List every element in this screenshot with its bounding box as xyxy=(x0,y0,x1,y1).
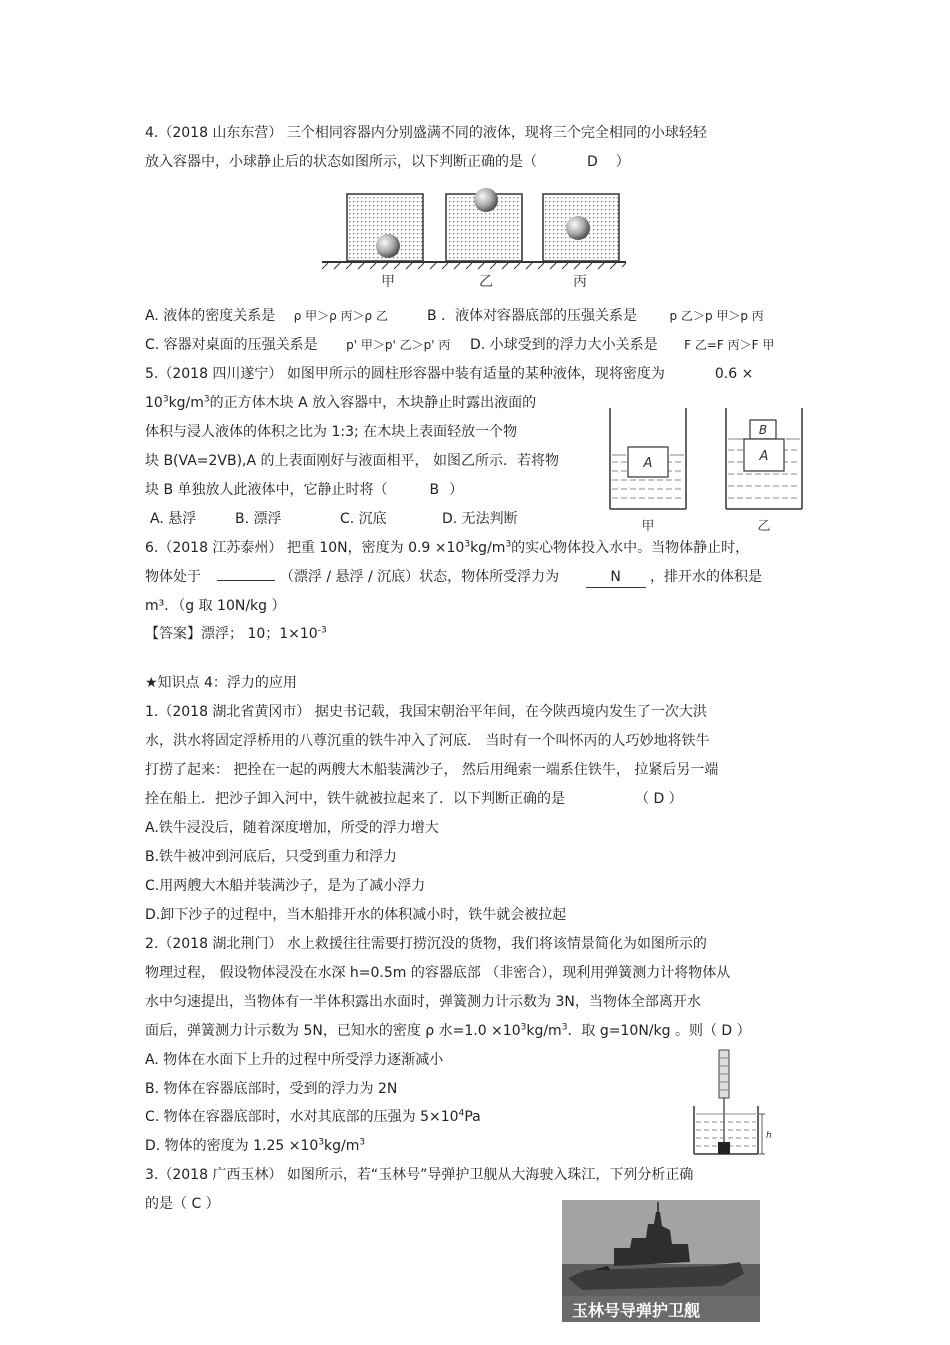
s1-line1: 1.（2018 湖北省黄冈市） 据史书记载，我国宋朝治平年间，在今陕西境内发生了一次大洪 xyxy=(145,704,707,720)
q6-blank-force[interactable] xyxy=(586,567,646,588)
fig-label-yi: 乙 xyxy=(757,519,771,534)
label-bing: 丙 xyxy=(573,274,587,290)
q6-answer-text: 【答案】漂浮； 10；1×10 xyxy=(145,626,318,642)
q6-stem-line1 xyxy=(145,538,749,558)
s2-option-c xyxy=(145,1107,481,1127)
q4-optD-rel: F 乙=F 丙＞F 甲 xyxy=(684,338,775,352)
q6-stem-line3: m³．（g 取 10N/kg ） xyxy=(145,598,286,614)
q5-line1-text: 5.（2018 四川遂宁） 如图甲所示的圆柱形容器中装有适量的某种液体，现将密度为 xyxy=(145,366,665,382)
q5-stem-line2 xyxy=(145,393,536,413)
q4-option-a xyxy=(145,306,388,326)
q4-optA-rel: ρ 甲＞ρ 丙＞ρ 乙 xyxy=(293,309,388,323)
q5-answer: B xyxy=(429,482,440,498)
q6-l1c: 的实心物体投入水中。当物体静止时， xyxy=(511,540,750,556)
s2-optC-text: C. 物体在容器底部时，水对其底部的压强为 5×10 xyxy=(145,1109,459,1125)
q6-unit: N xyxy=(610,569,621,585)
block-a-label-yi: A xyxy=(759,449,769,464)
q4-optC-text: C. 容器对桌面的压强关系是 xyxy=(145,337,318,353)
s2-l4-exp2: 3 xyxy=(561,1022,568,1033)
q4-stem-line1: 4.（2018 山东东营） 三个相同容器内分别盛满不同的液体，现将三个完全相同的小球轻轻 xyxy=(145,125,707,141)
s2-figure-spring-scale xyxy=(688,1048,770,1158)
s2-cargo-block xyxy=(718,1142,730,1154)
q5-l2a: 10 xyxy=(145,395,163,411)
s1-line2: 水，洪水将固定浮桥用的八尊沉重的铁牛冲入了河底． 当时有一个叫怀丙的人巧妙地将铁牛 xyxy=(145,733,710,749)
q6-l2b: （漂浮 / 悬浮 / 沉底）状态，物体所受浮力为 xyxy=(279,569,560,585)
q4-option-b xyxy=(427,306,764,326)
q6-blank-state[interactable] xyxy=(217,580,275,581)
s2-l4c: ．取 g=10N/kg 。则（ D ） xyxy=(567,1023,751,1039)
s1-option-d: D.卸下沙子的过程中，当木船排开水的体积减小时，铁牛就会被拉起 xyxy=(145,907,567,923)
label-yi: 乙 xyxy=(479,274,493,290)
s1-answer: （ D ） xyxy=(635,791,683,807)
ball-jia xyxy=(376,234,400,258)
block-b-label-yi: B xyxy=(758,423,768,437)
q4-figure-containers xyxy=(320,188,630,288)
s2-l4a: 面后，弹簧测力计示数为 5N，已知水的密度 ρ 水=1.0 ×10 xyxy=(145,1023,521,1039)
fig-label-jia: 甲 xyxy=(641,519,655,534)
s3-line2: 的是（ C ） xyxy=(145,1196,220,1212)
q6-answer xyxy=(145,624,327,644)
s2-l4b: kg/m xyxy=(526,1023,562,1039)
q5-l2-exp: 3 xyxy=(162,394,169,405)
block-a-label-jia: A xyxy=(643,456,653,471)
q4-close: ） xyxy=(615,154,630,170)
q5-l2b: kg/m xyxy=(168,395,204,411)
s1-option-a: A.铁牛浸没后，随着深度增加，所受的浮力增大 xyxy=(145,820,439,836)
q4-optD-text: D. 小球受到的浮力大小关系是 xyxy=(470,337,658,353)
q4-optB-text: B ．液体对容器底部的压强关系是 xyxy=(427,308,638,324)
section-title: ★知识点 4：浮力的应用 xyxy=(145,675,297,691)
s2-optD-exp2: 3 xyxy=(359,1137,366,1148)
q5-stem-line1 xyxy=(145,364,753,384)
s2-optD-unit: kg/m xyxy=(324,1138,360,1154)
q5-density: 0.6 × xyxy=(714,366,754,382)
s2-option-d xyxy=(145,1136,365,1156)
s1-option-b: B.铁牛被冲到河底后，只受到重力和浮力 xyxy=(145,849,398,865)
q6-l1b: kg/m xyxy=(470,540,506,556)
q6-stem-line2 xyxy=(145,567,762,588)
q5-l2c: 的正方体木块 A 放入容器中，木块静止时露出液面的 xyxy=(209,395,537,411)
q4-optC-rel: p' 甲＞p' 乙＞p' 丙 xyxy=(346,338,451,352)
s2-option-a: A. 物体在水面下上升的过程中所受浮力逐渐减小 xyxy=(145,1052,444,1068)
q4-stem-line2 xyxy=(145,152,630,172)
q5-opt-a: A. 悬浮 xyxy=(150,511,197,527)
q6-l1a: 6.（2018 江苏泰州） 把重 10N，密度为 0.9 ×10 xyxy=(145,540,465,556)
q5-figure xyxy=(600,402,812,536)
q4-option-c xyxy=(145,335,450,355)
q6-l1-exp2: 3 xyxy=(505,539,512,550)
q4-stem-text: 放入容器中，小球静止后的状态如图所示，以下判断正确的是（ xyxy=(145,154,537,170)
s1-line3: 打捞了起来： 把拴在一起的两艘大木船装满沙子， 然后用绳索一端系住铁牛， 拉紧后另一端 xyxy=(145,762,719,778)
s2-optC-exp: 4 xyxy=(458,1108,465,1119)
s1-l4-text: 拴在船上．把沙子卸入河中，铁牛就被拉起来了．以下判断正确的是 xyxy=(145,791,565,807)
q5-stem-line5 xyxy=(145,480,463,500)
q5-stem-line4: 块 B(VA=2VB),A 的上表面刚好与液面相平， 如图乙所示．若将物 xyxy=(145,453,559,469)
s2-line3: 水中匀速提出，当物体有一半体积露出水面时，弹簧测力计示数为 3N，当物体全部离开水 xyxy=(145,994,701,1010)
s1-option-c: C.用两艘大木船并装满沙子，是为了减小浮力 xyxy=(145,878,426,894)
s2-line4 xyxy=(145,1021,751,1041)
q6-answer-exp: -3 xyxy=(317,625,327,636)
q4-answer: D xyxy=(587,154,598,170)
q5-opt-d: D. 无法判断 xyxy=(442,511,518,527)
q5-opt-c: C. 沉底 xyxy=(340,511,387,527)
q5-opt-b: B. 漂浮 xyxy=(235,511,282,527)
s2-optD-text: D. 物体的密度为 1.25 ×10 xyxy=(145,1138,319,1154)
s2-depth-label: h xyxy=(766,1131,772,1141)
s2-line1: 2.（2018 湖北荆门） 水上救援往往需要打捞沉没的货物，我们将该情景简化为如图所示的 xyxy=(145,936,707,952)
s2-l4-exp: 3 xyxy=(520,1022,527,1033)
s2-optC-unit: Pa xyxy=(464,1109,481,1125)
q5-l2-exp2: 3 xyxy=(203,394,210,405)
q4-optA-text: A. 液体的密度关系是 xyxy=(145,308,276,324)
q5-l5a: 块 B 单独放人此液体中，它静止时将（ xyxy=(145,482,388,498)
q6-l1-exp: 3 xyxy=(464,539,471,550)
q6-l2c: ，排开水的体积是 xyxy=(650,569,763,585)
ball-bing xyxy=(566,216,590,240)
s1-line4 xyxy=(145,789,683,809)
s2-optD-exp: 3 xyxy=(318,1137,325,1148)
s3-line1: 3.（2018 广西玉林） 如图所示，若“玉林号”导弹护卫舰从大海驶入珠江，下列分析正确 xyxy=(145,1167,694,1183)
q4-optB-rel: p 乙＞p 甲＞p 丙 xyxy=(669,309,764,323)
q5-stem-line3: 体积与浸人液体的体积之比为 1:3; 在木块上表面轻放一个物 xyxy=(145,424,518,440)
q4-option-d xyxy=(470,335,774,355)
label-jia: 甲 xyxy=(381,274,395,290)
s3-warship-photo xyxy=(562,1200,760,1322)
s2-line2: 物理过程， 假设物体浸没在水深 h=0.5m 的容器底部 （非密合），现利用弹簧测力计将物体从 xyxy=(145,965,731,981)
s2-option-b: B. 物体在容器底部时，受到的浮力为 2N xyxy=(145,1081,398,1097)
ball-yi xyxy=(474,188,498,212)
q5-l5b: ） xyxy=(449,482,464,498)
s3-photo-caption: 玉林号导弹护卫舰 xyxy=(572,1301,701,1320)
q6-l2a: 物体处于 xyxy=(145,569,201,585)
